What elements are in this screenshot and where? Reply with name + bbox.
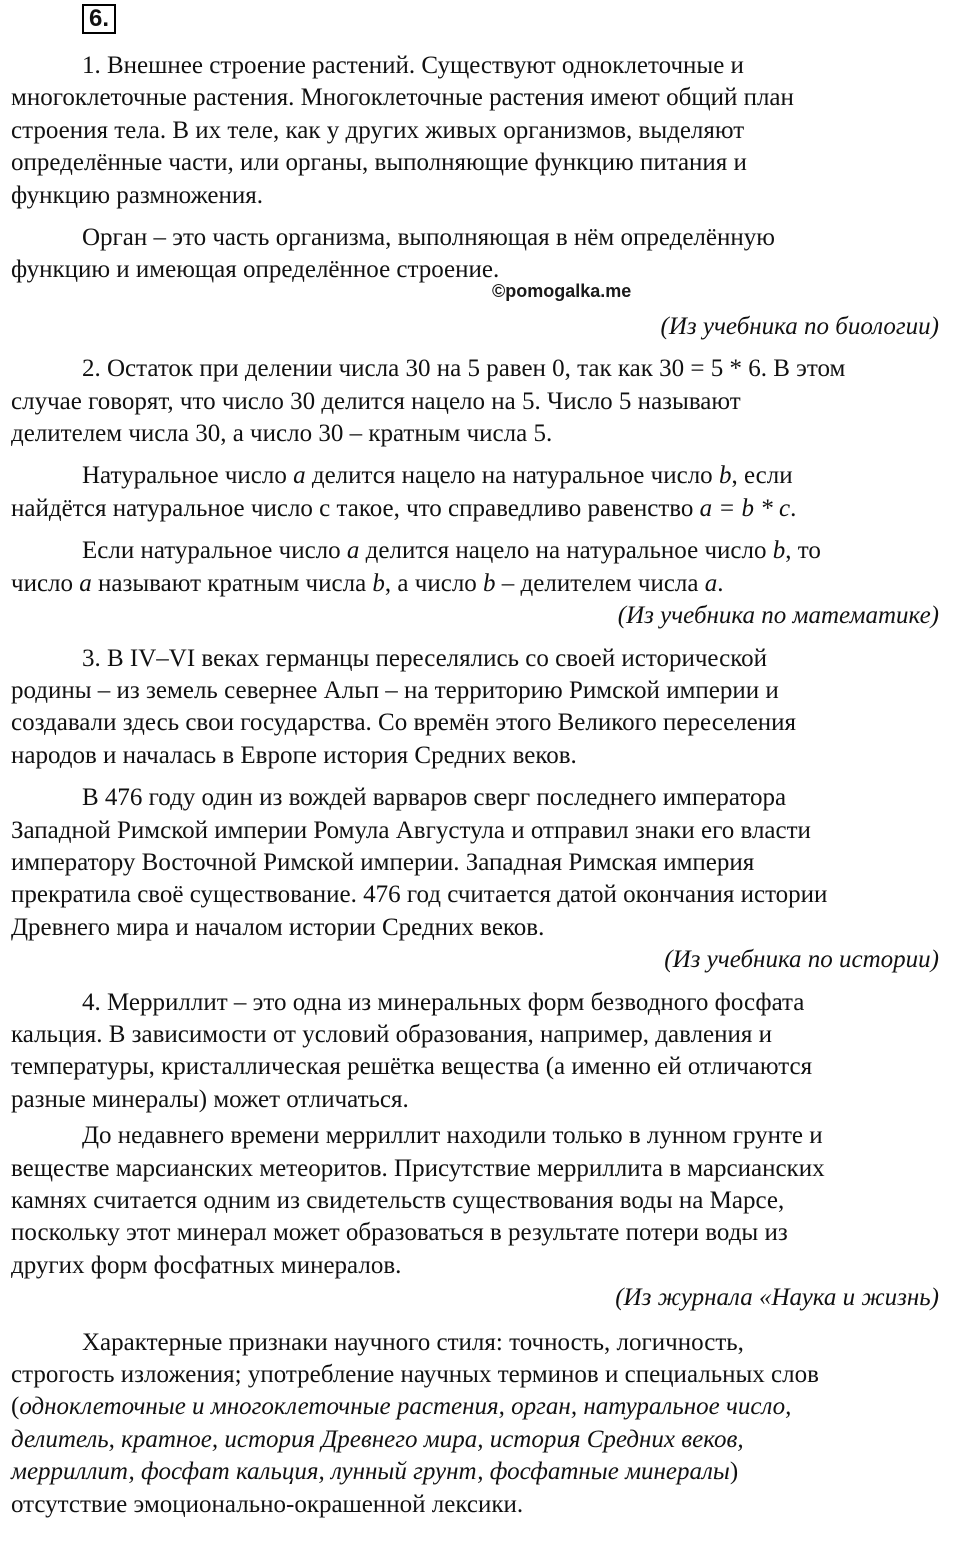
journal-source: (Из журнала «Наука и жизнь) (615, 1284, 939, 1312)
history-source: (Из учебника по истории) (664, 946, 939, 974)
history-paragraph-1: 3. В IV–VI веках германцы переселялись со своей исторической родины – из земель севернее Альп – на территорию Римской империи и создавали здесь свои государства. Со времён этого Великого переселения народов и началась в Европе история Средних веков. (11, 644, 797, 769)
exercise-number: 6. (82, 4, 116, 34)
biology-paragraph-2: Орган – это часть организма, выполняющая в нём определённую функцию и имеющая определённое строение. (11, 224, 775, 284)
watermark: ©pomogalka.me (492, 281, 632, 301)
history-paragraph-2: В 476 году один из вождей варваров сверг последнего императора Западной Римской империи Ромула Августула и отправил знаки его власти императору Восточной Римской империи. Западная Римская империя прекратила своё существование. 476 год считается датой окончания истории Древнего мира и началом истории Средних веков. (11, 784, 828, 941)
biology-paragraph-1: 1. Внешнее строение растений. Существуют одноклеточные и многоклеточные растения. Многоклеточные растения имеют общий план строения тела. В их теле, как у других живых организмов, выделяют определённые части, или органы, выполняющие функцию питания и функцию размножения. (11, 52, 794, 209)
biology-source: (Из учебника по биологии) (660, 312, 939, 340)
exercise-text (11, 50, 939, 1521)
math-source: (Из учебника по математике) (617, 602, 939, 630)
journal-paragraph-2: До недавнего времени мерриллит находили только в лунном грунте и веществе марсианских метеоритов. Присутствие мерриллита в марсианских камнях считается одним из свидетельств существования воды на Марсе, поскольку этот минерал может образоваться в результате потери воды из других форм фосфатных минералов. (11, 1122, 825, 1279)
math-paragraph-2: Натуральное число a делится нацело на натуральное число b, если найдётся натуральное число с такое, что справедливо равенство a = b * c. (11, 462, 797, 522)
conclusion-paragraph: Характерные признаки научного стиля: точность, логичность, строгость изложения; употребление научных терминов и специальных слов (одноклеточные и многоклеточные растения, орган, натуральное число, делитель, кратное, история Древнего мира, история Средних веков, мерриллит, фосфат кальция, лунный грунт, фосфатные минералы) отсутствие эмоционально-окрашенной лексики. (11, 1328, 819, 1518)
math-paragraph-1: 2. Остаток при делении числа 30 на 5 равен 0, так как 30 = 5 * 6. В этом случае говорят, что число 30 делится нацело на 5. Число 5 называют делителем числа 30, а число 30 – кратным числа 5. (11, 355, 846, 448)
math-paragraph-3: Если натуральное число a делится нацело на натуральное число b, то число a называют кратным числа b, а число b – делителем числа a. (11, 537, 821, 597)
journal-paragraph-1: 4. Мерриллит – это одна из минеральных форм безводного фосфата кальция. В зависимости от условий образования, например, давления и температуры, кристаллическая решётка вещества (а именно ей отличаются разные минералы) может отличаться. (11, 988, 813, 1113)
